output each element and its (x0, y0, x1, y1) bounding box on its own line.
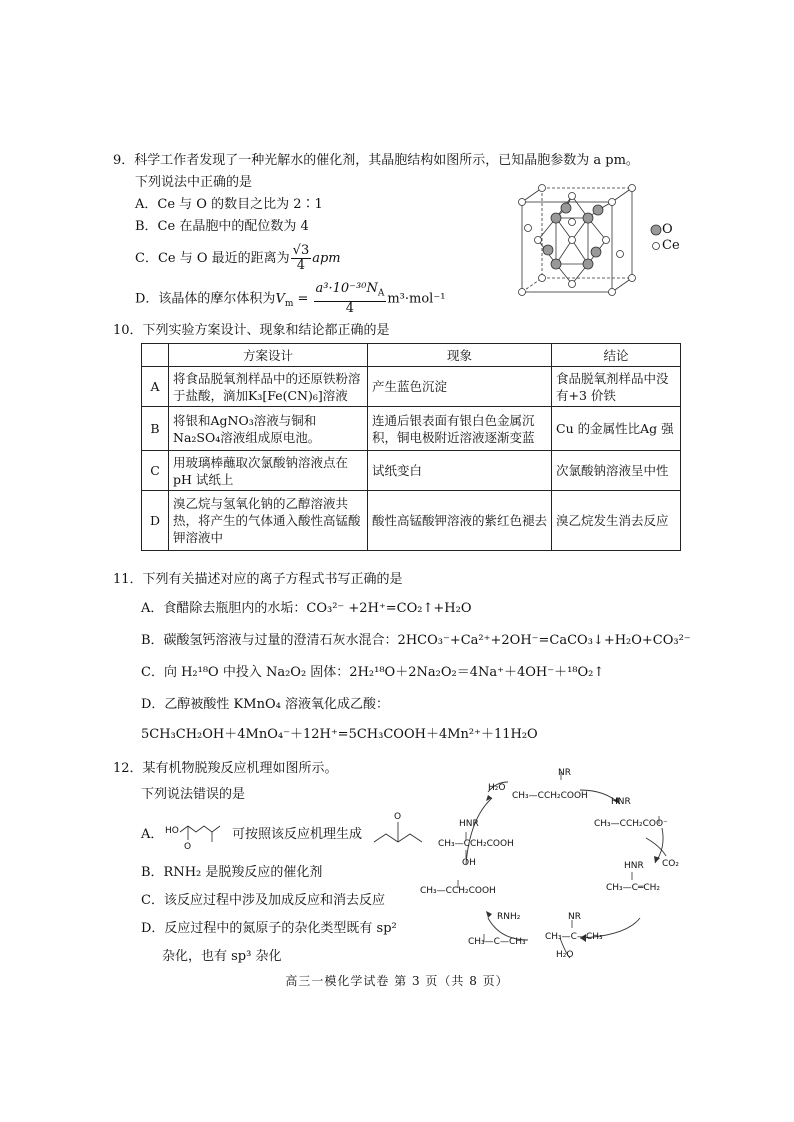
q9-option-a: A．Ce 与 O 的数目之比为 2∶1 (135, 197, 323, 212)
mech-co2: CO₂ (662, 859, 679, 869)
frac-denominator: 4 (345, 300, 355, 316)
q11-option-b: B．碳酸氢钙溶液与过量的澄清石灰水混合：2HCO₃⁻+Ca²⁺+2OH⁻=CaCO₃↓+H₂O+CO₃²⁻ (141, 633, 691, 648)
mech-bottom-nr: NR (568, 912, 581, 922)
molar-volume-sub: m (284, 298, 294, 309)
q9-stem: 9．科学工作者发现了一种光解水的催化剂，其晶胞结构如图所示，已知晶胞参数为 a pm。 (113, 153, 639, 168)
table-row (142, 367, 681, 407)
row-conclusion: 食品脱氧剂样品中没有+3 价铁 (552, 367, 681, 407)
table-header-row (142, 344, 681, 367)
frac-numerator: √3 (292, 243, 310, 258)
row-phenomenon: 产生蓝色沉淀 (368, 367, 552, 407)
q9-option-d-text: D．该晶体的摩尔体积为 (135, 291, 276, 307)
legend-oxygen-label: O (662, 222, 673, 237)
page-footer: 高三一模化学试卷 第 3 页（共 8 页） (285, 974, 509, 988)
mech-tl-oh: OH (462, 858, 476, 868)
frac-num-text: a³·10⁻³⁰N (315, 281, 378, 296)
q9-option-c-unit: apm (312, 251, 341, 266)
row-conclusion: Cu 的金属性比Ag 强 (552, 407, 681, 451)
q12-option-b: B．RNH₂ 是脱羧反应的催化剂 (141, 865, 323, 880)
table-row (142, 491, 681, 551)
mech-tl-hnr: HNR (459, 819, 479, 829)
row-design: 将银和AgNO₃溶液与铜和Na₂SO₄溶液组成原电池。 (169, 407, 368, 451)
legend-cerium-label: Ce (662, 238, 680, 253)
q12-option-d-line2: 杂化，也有 sp³ 杂化 (162, 949, 282, 964)
table-header-conclusion: 结论 (552, 344, 681, 367)
q11-option-c: C．向 H₂¹⁸O 中投入 Na₂O₂ 固体：2H₂¹⁸O＋2Na₂O₂＝4Na⁺＋4OH⁻＋¹⁸O₂↑ (141, 665, 605, 680)
table-header-design: 方案设计 (169, 344, 368, 367)
q12-prompt: 下列说法错误的是 (141, 787, 246, 802)
q11-option-a: A．食醋除去瓶胆内的水垢：CO₃²⁻ +2H⁺=CO₂↑+H₂O (141, 601, 472, 616)
q12-option-a-letter: A． (141, 827, 164, 842)
row-key: A (142, 367, 169, 407)
mech-rnh2: RNH₂ (497, 912, 521, 922)
q9-option-d-fraction (314, 282, 387, 316)
table-header-phenomenon: 现象 (368, 344, 552, 367)
mech-acetone-chain: CH₃—C—CH₃ (468, 937, 526, 947)
row-key: D (142, 491, 169, 551)
equals-sign: = (293, 291, 313, 307)
experiment-table (141, 343, 681, 551)
crystal-cell-diagram (508, 178, 688, 308)
q11-option-d: D．乙醇被酸性 KMnO₄ 溶液氧化成乙酸： (141, 697, 389, 712)
row-design: 将食品脱氧剂样品中的还原铁粉溶于盐酸，滴加K₃[Fe(CN)₆]溶液 (169, 367, 368, 407)
table-row (142, 407, 681, 451)
row-design: 用玻璃棒蘸取次氯酸钠溶液点在pH 试纸上 (169, 451, 368, 491)
structure-o-label: O (184, 842, 192, 852)
row-conclusion: 次氯酸钠溶液呈中性 (552, 451, 681, 491)
row-key: B (142, 407, 169, 451)
q10-stem: 10．下列实验方案设计、现象和结论都正确的是 (113, 323, 390, 338)
mech-top-chain: CH₃—CCH₂COOH (512, 791, 588, 801)
table-row (142, 451, 681, 491)
row-key: C (142, 451, 169, 491)
avogadro-sub: A (377, 288, 385, 299)
q12-stem: 12．某有机物脱羧反应机理如图所示。 (113, 761, 338, 776)
q12-option-a (141, 826, 163, 844)
frac-numerator (314, 282, 387, 302)
mech-top-h2o: H₂O (488, 783, 506, 793)
q12-option-a-text: 可按照该反应机理生成 (232, 827, 363, 842)
q12-option-c: C．该反应过程中涉及加成反应和消去反应 (141, 893, 385, 908)
q9-option-c-text: C．Ce 与 O 最近的距离为 (135, 251, 290, 266)
mech-r1-chain: CH₃—CCH₂COO⁻ (594, 819, 668, 829)
mech-left-chain: CH₃—CCH₂COOH (420, 886, 496, 896)
q9-option-c-fraction (291, 244, 312, 273)
mech-r2-hnr: HNR (624, 861, 644, 871)
q9-option-b: B．Ce 在晶胞中的配位数为 4 (135, 219, 309, 234)
q11-stem: 11．下列有关描述对应的离子方程式书写正确的是 (113, 572, 403, 587)
q9-option-d-unit: m³·mol⁻¹ (387, 291, 446, 307)
row-phenomenon: 酸性高锰酸钾溶液的紫红色褪去 (368, 491, 552, 551)
mech-r1-hnr: HNR (611, 797, 631, 807)
table-header-key (142, 344, 169, 367)
legend-cerium-icon (653, 243, 660, 250)
legend-oxygen-icon (651, 225, 661, 235)
q9-prompt: 下列说法中正确的是 (135, 175, 253, 190)
q9-option-c (135, 244, 341, 274)
ketone-o-label: O (394, 812, 402, 822)
molar-volume-symbol: V (275, 291, 285, 307)
mech-top-nr: NR (558, 768, 571, 778)
row-phenomenon: 试纸变白 (368, 451, 552, 491)
q9-option-d (135, 282, 445, 321)
structure-ho-label: HO (165, 826, 179, 836)
mech-tl-chain: CH₃—CCH₂COOH (438, 839, 514, 849)
row-conclusion: 溴乙烷发生消去反应 (552, 491, 681, 551)
mech-bottom-h2o: H₂O (556, 950, 574, 960)
frac-denominator: 4 (296, 258, 306, 273)
q12-option-d-line1: D．反应过程中的氮原子的杂化类型既有 sp² (141, 921, 397, 936)
row-design: 溴乙烷与氢氧化钠的乙醇溶液共热，将产生的气体通入酸性高锰酸钾溶液中 (169, 491, 368, 551)
q11-option-d-equation: 5CH₃CH₂OH＋4MnO₄⁻＋12H⁺=5CH₃COOH＋4Mn²⁺＋11H₂O (141, 727, 538, 742)
mech-r2-chain: CH₃—C═CH₂ (606, 883, 661, 893)
row-phenomenon: 连通后银表面有银白色金属沉积，铜电极附近溶液逐渐变蓝 (368, 407, 552, 451)
mech-bottom-chain: CH₃—C—CH₃ (545, 932, 603, 942)
